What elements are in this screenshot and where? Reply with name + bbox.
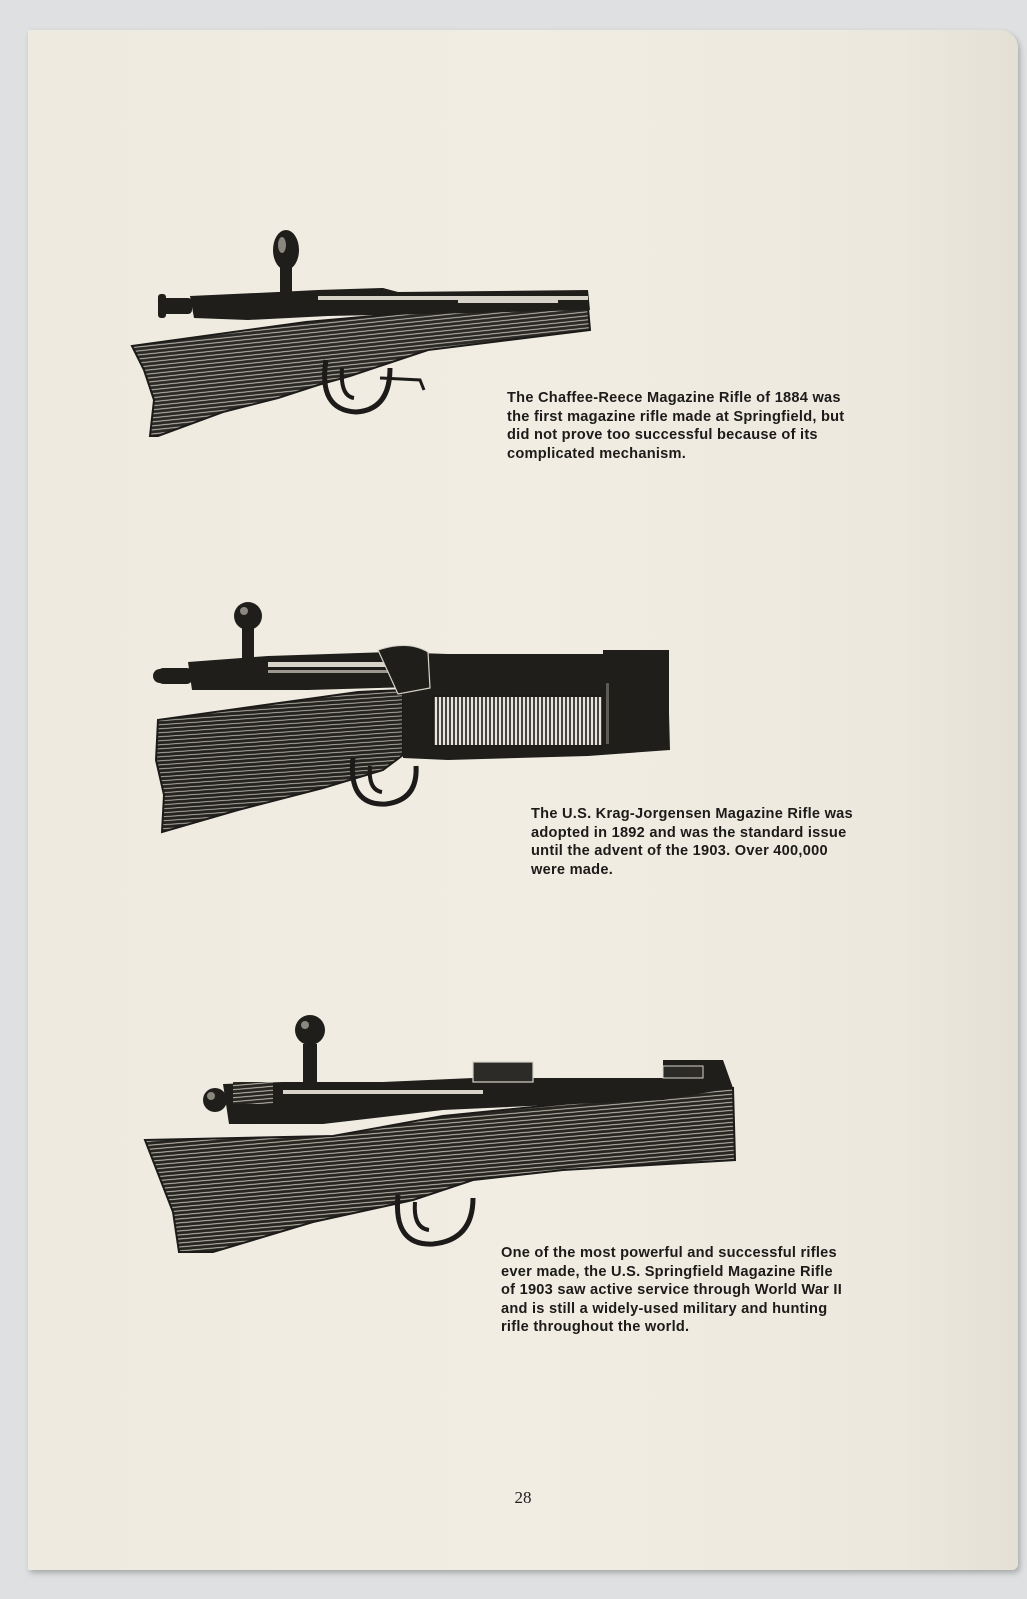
booklet-page — [28, 30, 1018, 1570]
rifle-illustration-springfield-1903 — [143, 990, 743, 1260]
rifle-illustration-krag-jorgensen — [148, 570, 678, 845]
caption-chaffee-reece — [507, 389, 844, 463]
caption-line: complicated mechanism. — [507, 445, 687, 462]
caption-krag-jorgensen — [531, 805, 853, 879]
caption-springfield-1903 — [501, 1244, 842, 1337]
caption-line: were made. — [531, 861, 613, 878]
page-number: 28 — [514, 1488, 532, 1507]
caption-line: The U.S. Krag-Jorgensen Magazine Rifle was — [531, 806, 853, 822]
caption-line: adopted in 1892 and was the standard issue — [531, 824, 847, 841]
caption-line: rifle throughout the world. — [501, 1319, 690, 1336]
caption-line: until the advent of the 1903. Over 400,000 — [531, 843, 828, 860]
caption-line: ever made, the U.S. Springfield Magazine Rifle — [501, 1263, 833, 1280]
caption-line: One of the most powerful and successful rifles — [501, 1245, 837, 1261]
caption-line: The Chaffee-Reece Magazine Rifle of 1884 was — [507, 390, 841, 406]
caption-line: did not prove too successful because of its — [507, 427, 818, 444]
caption-line: the first magazine rifle made at Springfield, but — [507, 408, 845, 425]
caption-line: of 1903 saw active service through World War II — [501, 1282, 843, 1299]
caption-line: and is still a widely-used military and hunting — [501, 1300, 828, 1317]
